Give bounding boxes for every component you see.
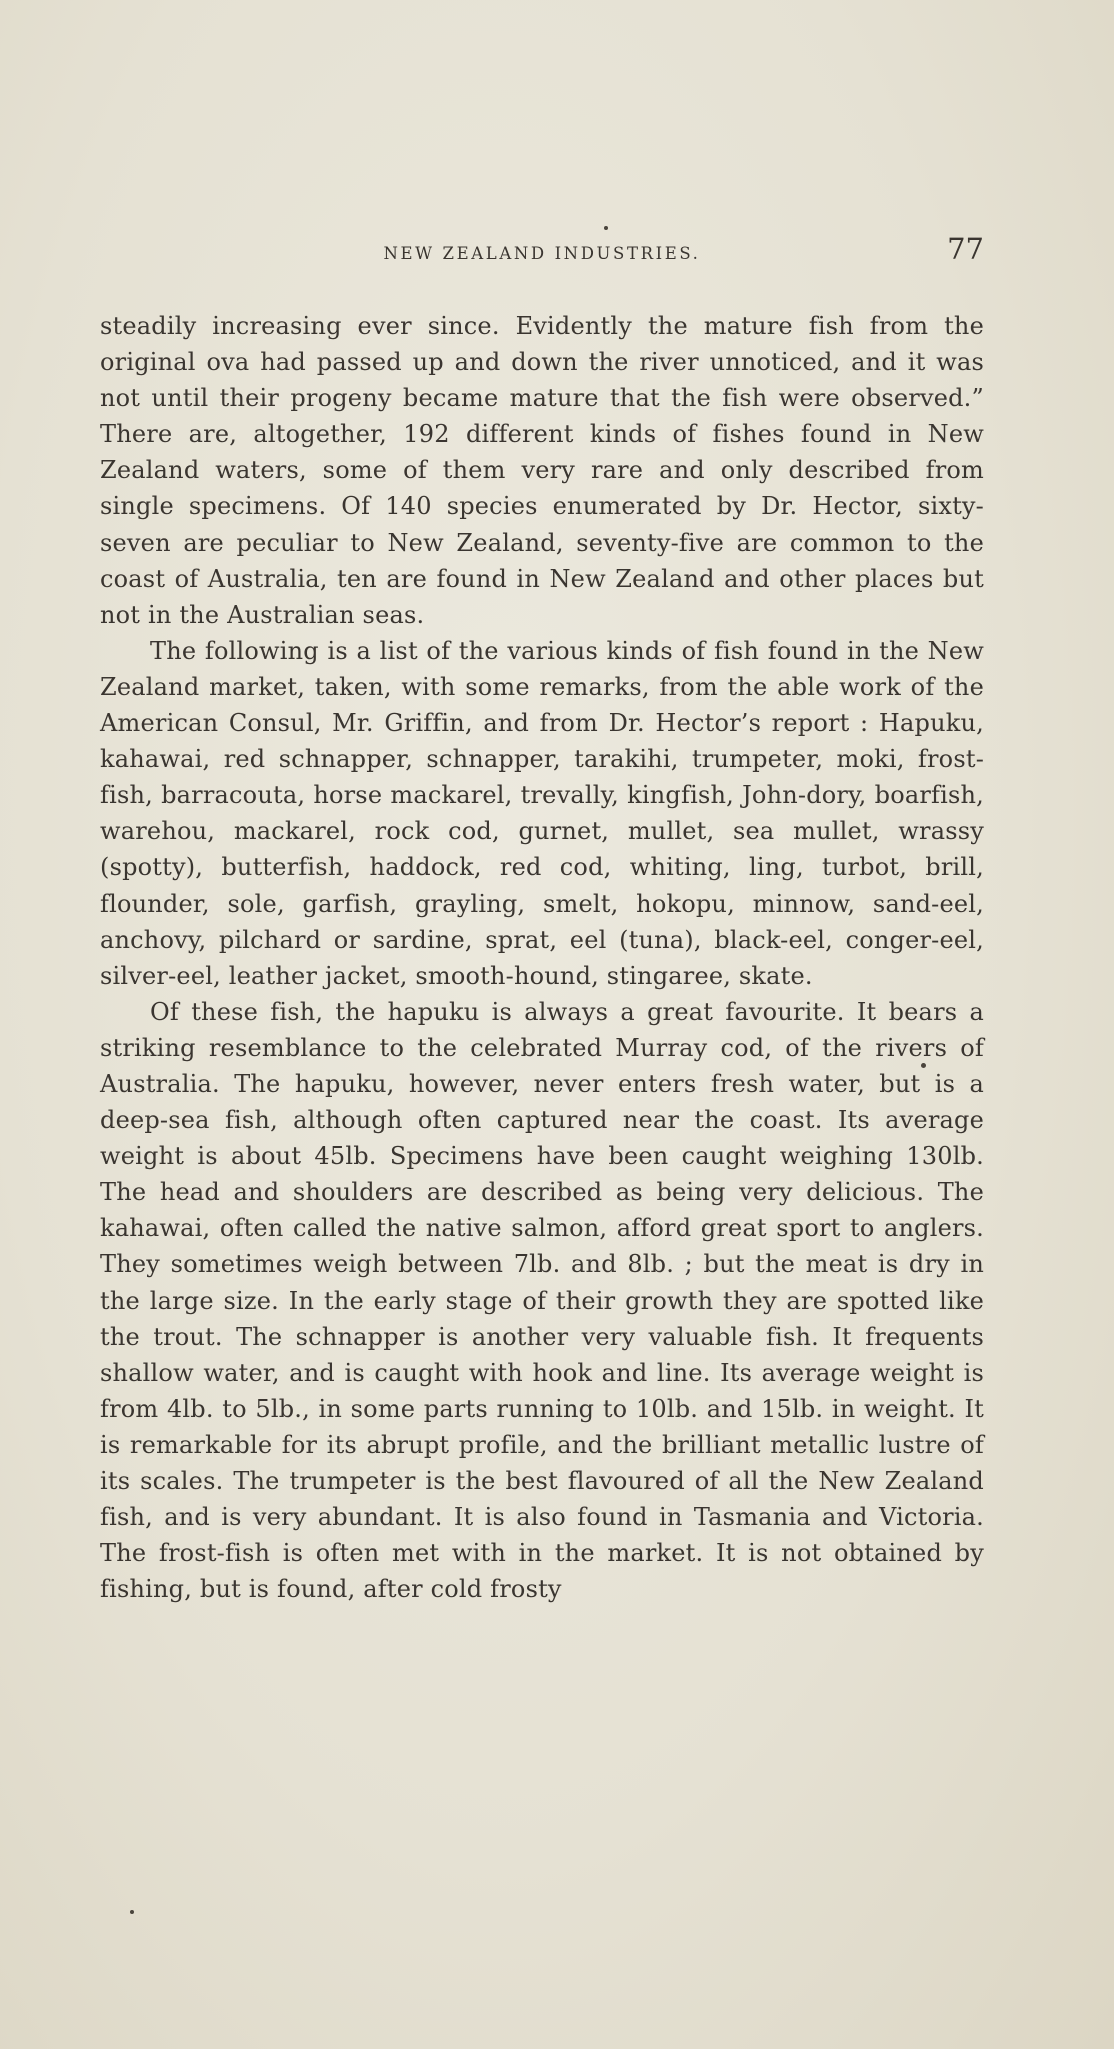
ink-speck bbox=[921, 1063, 926, 1068]
ink-speck bbox=[604, 226, 608, 230]
page-header bbox=[100, 232, 984, 272]
paragraph-fish-list: The following is a list of the various kinds of fish found in the New Zealand market, taken, with some remarks, from the able work of the American Consul, Mr. Griffin, and from Dr. Hector’s report : Hapuku, kahawai, red schnapper, schnapper, tarakihi, trumpeter, moki, frost-fish, barracouta, horse mackarel, trevally, kingfish, John-dory, boarfish, warehou, mackarel, rock cod, gurnet, mullet, sea mullet, wrassy (spotty), butterfish, haddock, red cod, whiting, ling, turbot, brill, flounder, sole, garfish, grayling, smelt, hokopu, minnow, sand-eel, anchovy, pilchard or sardine, sprat, eel (tuna), black-eel, conger-eel, silver-eel, leather jacket, smooth-hound, stingaree, skate. bbox=[100, 636, 984, 990]
body-text bbox=[100, 308, 984, 1607]
ink-speck bbox=[130, 1910, 134, 1914]
paragraph-continuation: steadily increasing ever since. Evidently the mature fish from the original ova had passed up and down the river unnoticed, and it was not until their progeny became mature that the fish were observed.” There are, altogether, 192 different kinds of fishes found in New Zealand waters, some of them very rare and only described from single specimens. Of 140 species enumerated by Dr. Hector, sixty-seven are peculiar to New Zealand, seventy-five are common to the coast of Australia, ten are found in New Zealand and other places but not in the Australian seas. bbox=[100, 312, 984, 629]
running-head: NEW ZEALAND INDUSTRIES. bbox=[383, 244, 701, 263]
page-number: 77 bbox=[947, 232, 984, 266]
paragraph-hapuku: Of these fish, the hapuku is always a great favourite. It bears a striking resemblance to the celebrated Murray cod, of the rivers of Australia. The hapuku, however, never enters fresh water, but is a deep-sea fish, although often captured near the coast. Its average weight is about 45lb. Specimens have been caught weighing 130lb. The head and shoulders are described as being very delicious. The kahawai, often called the native salmon, afford great sport to anglers. They sometimes weigh between 7lb. and 8lb. ; but the meat is dry in the large size. In the early stage of their growth they are spotted like the trout. The schnapper is another very valuable fish. It frequents shallow water, and is caught with hook and line. Its average weight is from 4lb. to 5lb., in some parts running to 10lb. and 15lb. in weight. It is remarkable for its abrupt profile, and the brilliant metallic lustre of its scales. The trumpeter is the best flavoured of all the New Zealand fish, and is very abundant. It is also found in Tasmania and Victoria. The frost-fish is often met with in the market. It is not obtained by fishing, but is found, after cold frosty bbox=[100, 997, 984, 1604]
